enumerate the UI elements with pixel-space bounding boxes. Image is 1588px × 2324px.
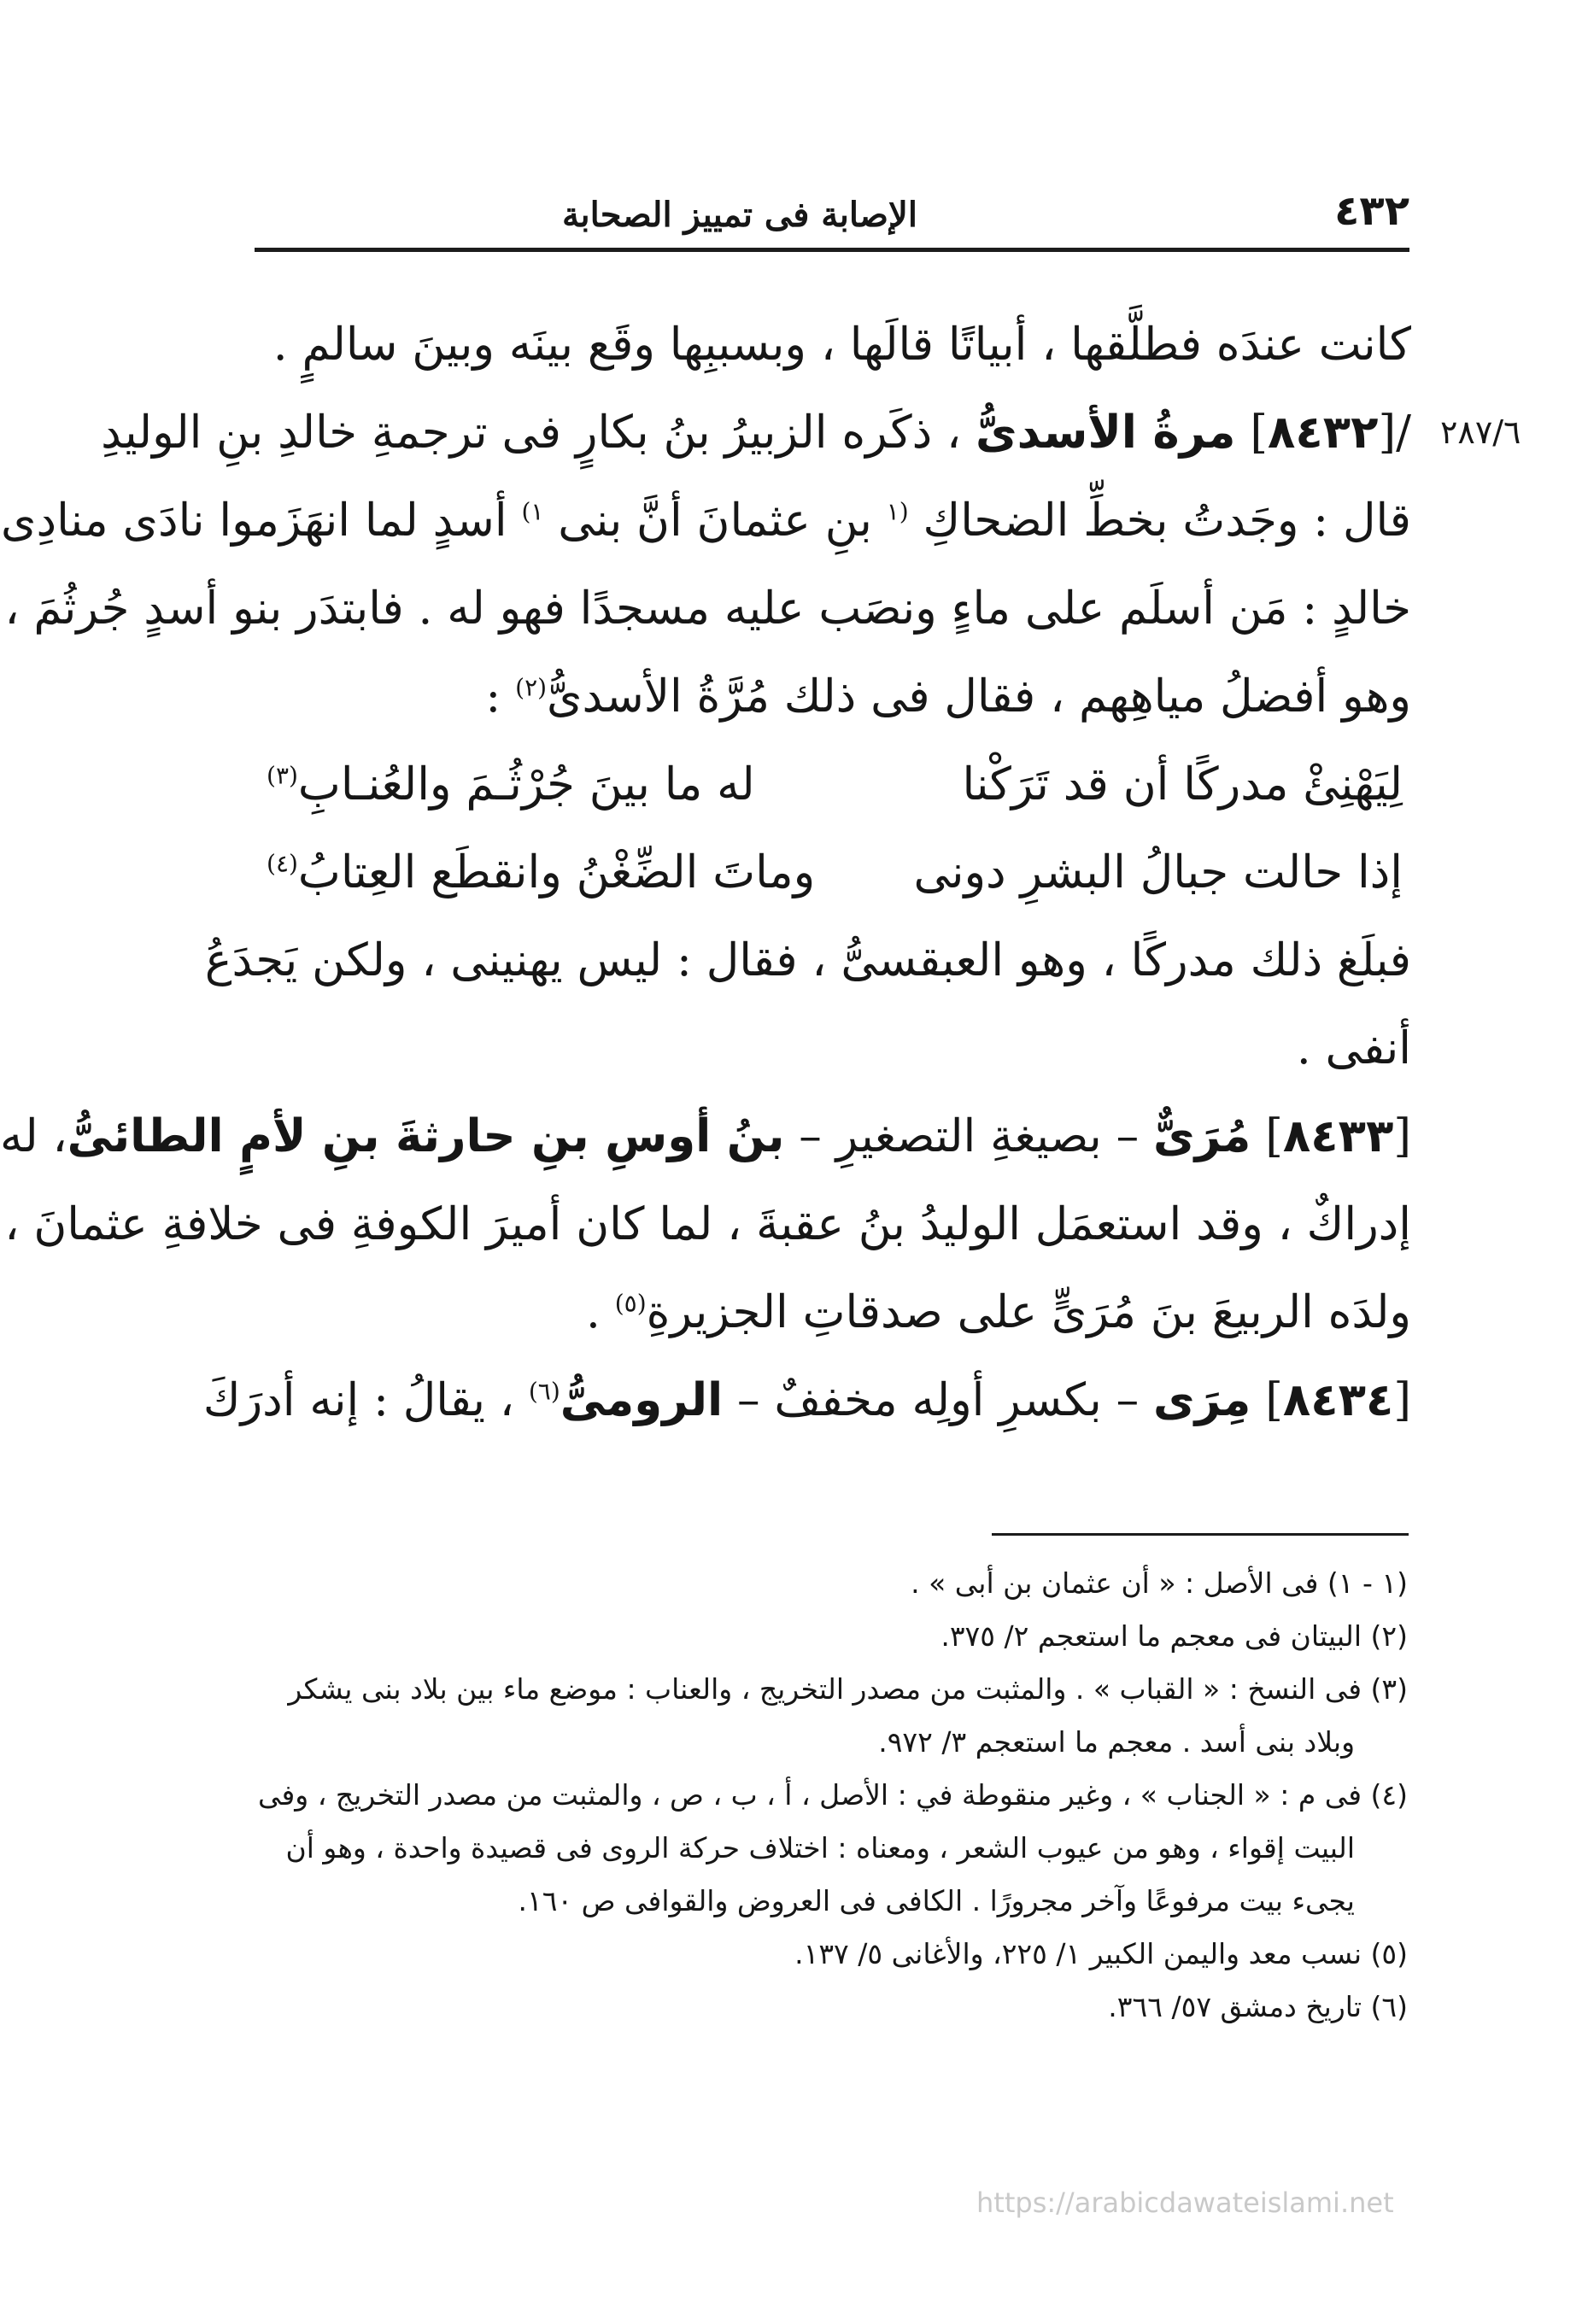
footnote-4-continued: البيت إقواء ، وهو من عيوب الشعر ، ومعناه : اختلاف حركة الروى فى قصيدة واحدة ، وهو أن: [285, 1831, 1355, 1864]
text-line: فبلَغ ذلك مدركًا ، وهو العبقسىُّ ، فقال : ليس يهنينى ، ولكن يَجدَعُ: [204, 934, 1411, 986]
footnotes: [239, 1557, 1408, 2034]
entry-number: ٨٤٣٣: [1282, 1110, 1394, 1162]
text-line: خالدٍ : مَن أسلَم على ماءٍ ونصَب عليه مسجدًا فهو له . فابتدَر بنو أسدٍ جُرثُمَ ،: [4, 582, 1411, 635]
entry-8432: /[٨٤٣٢] مرةُ الأسدىُّ ، ذكَره الزبيرُ بنُ بكارٍ فى ترجمةِ خالدِ بنِ الوليدِ: [101, 407, 1411, 459]
main-text: [0, 301, 1411, 1444]
text-line: قال : وجَدتُ بخطِّ الضحاكِ $^{(١}$ بنِ عثمانَ أنَّ بنى $^{١)}$ أسدٍ لما انهَزَموا نادَى منادِى: [1, 495, 1411, 547]
footnote-4-continued: يجىء بيت مرفوعًا وآخر مجرورًا . الكافى فى العروض والقوافى ص ١٦٠.: [518, 1884, 1355, 1917]
verse-second-hemistich: وماتَ الضِّغْنُ وانقطَع العِتابُ$^{(٤)}$: [267, 846, 816, 899]
text-line: ولدَه الربيعَ بنَ مُرَىٍّ على صدقاتِ الجزيرةِ$^{(٥)}$ .: [586, 1286, 1411, 1338]
footnote-5: (٥) نسب معد واليمن الكبير ١/ ٢٢٥، والأغانى ٥/ ١٣٧.: [794, 1937, 1408, 1970]
verse-first-hemistich: لِيَهْنِئْ مدركًا أن قد تَرَكْنا: [962, 758, 1403, 811]
header-rule: [255, 248, 1409, 252]
footnote-rule: [992, 1533, 1409, 1536]
footnote-4: (٤) فى م : « الجناب » ، وغير منقوطة في : الأصل ، أ ، ب ، ص ، والمثبت من مصدر التخريج ، وفى: [258, 1778, 1408, 1812]
entry-name: مِرَى: [1153, 1374, 1251, 1426]
watermark-url: https://arabicdawateislami.net: [976, 2186, 1394, 2219]
text-line: وهو أفضلُ مياهِهم ، فقال فى ذلك مُرَّةُ الأسدىُّ$^{(٢)}$ :: [485, 670, 1411, 723]
entry-8434: [٨٤٣٤] مِرَى – بكسرِ أولِه مخففٌ – الرومىُّ$^{(٦)}$ ، يقالُ : إنه أدرَكَ: [202, 1374, 1411, 1426]
footnote-marker: (٦): [528, 1377, 560, 1406]
footnote-2: (٢) البيتان فى معجم ما استعجم ٢/ ٣٧٥.: [940, 1619, 1408, 1653]
text-line: كانت عندَه فطلَّقها ، أبياتًا قالَها ، وبسببِها وقَع بينَه وبينَ سالمٍ .: [272, 319, 1411, 371]
entry-name: مرةُ الأسدىُّ: [976, 407, 1236, 459]
text-line: أنفى .: [1296, 1022, 1411, 1074]
entry-marker: /[: [1378, 407, 1411, 459]
footnote-3: (٣) فى النسخ : « القباب » . والمثبت من مصدر التخريج ، والعناب : موضع ماء بين بلاد بنى يشكر: [288, 1672, 1408, 1706]
book-title: الإصابة فى تمييز الصحابة: [562, 195, 917, 235]
running-header: [255, 167, 1409, 235]
footnote-marker: (١: [886, 497, 909, 526]
footnote-1: (١ - ١) فى الأصل : « أن عثمان بن أبى » .: [911, 1566, 1408, 1600]
footnote-marker: (٢): [515, 673, 548, 702]
footnote-3-continued: وبلاد بنى أسد . معجم ما استعجم ٣/ ٩٧٢.: [878, 1725, 1355, 1759]
text-line: إدراكٌ ، وقد استعمَل الوليدُ بنُ عقبةَ ، لما كان أميرَ الكوفةِ فى خلافةِ عثمانَ ،: [4, 1198, 1411, 1250]
footnote-marker: (٥): [614, 1289, 647, 1318]
verse-line: [267, 741, 1403, 828]
footnote-marker: (٤): [267, 849, 298, 878]
footnote-marker: ١): [521, 497, 544, 526]
entry-number: ٨٤٣٤: [1282, 1374, 1394, 1426]
verse-first-hemistich: إذا حالت جبالُ البشرِ دونى: [913, 846, 1403, 899]
entry-8433: [٨٤٣٣] مُرَىٌّ – بصيغةِ التصغيرِ – بنُ أوسِ بنِ حارثةَ بنِ لأمٍ الطائىُّ، له: [0, 1110, 1411, 1162]
margin-reference: ٢٨٧/٦: [1440, 413, 1521, 451]
verse-line: [267, 828, 1403, 916]
entry-name: مُرَىٌّ: [1153, 1110, 1251, 1162]
verse-second-hemistich: له ما بينَ جُرْثُـمَ والعُنـابِ$^{(٣)}$: [267, 758, 755, 811]
footnote-marker: (٣): [267, 761, 298, 790]
entry-number: ٨٤٣٢: [1268, 407, 1379, 459]
footnote-6: (٦) تاريخ دمشق ٥٧/ ٣٦٦.: [1108, 1990, 1408, 2023]
page-number: ٤٣٢: [1334, 187, 1409, 235]
